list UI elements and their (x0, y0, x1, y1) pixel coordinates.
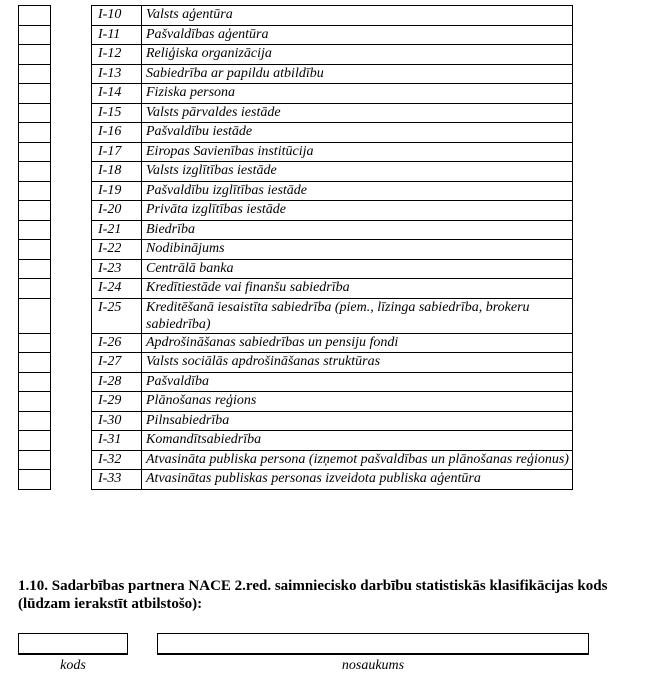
spacer (51, 181, 92, 201)
spacer (51, 6, 92, 26)
code-cell: I-26 (92, 333, 142, 353)
spacer (51, 333, 92, 353)
spacer (51, 392, 92, 412)
code-divider (18, 654, 128, 655)
spacer (51, 411, 92, 431)
code-row (19, 181, 573, 201)
code-cell: I-33 (92, 470, 142, 490)
selection-checkbox[interactable] (19, 431, 51, 451)
code-row (19, 142, 573, 162)
label-cell: Fiziska persona (142, 84, 573, 104)
label-cell: Valsts pārvaldes iestāde (142, 103, 573, 123)
label-cell: Privāta izglītības iestāde (142, 201, 573, 221)
label-cell: Valsts aģentūra (142, 6, 573, 26)
label-cell: Sabiedrība ar papildu atbildību (142, 64, 573, 84)
code-caption: kods (60, 658, 86, 673)
label-cell: Komandītsabiedrība (142, 431, 573, 451)
spacer (51, 431, 92, 451)
spacer (51, 259, 92, 279)
selection-checkbox[interactable] (19, 220, 51, 240)
code-cell: I-17 (92, 142, 142, 162)
label-cell: Apdrošināšanas sabiedrības un pensiju fondi (142, 333, 573, 353)
spacer (51, 372, 92, 392)
code-row (19, 25, 573, 45)
code-row (19, 353, 573, 373)
label-cell: Pilnsabiedrība (142, 411, 573, 431)
code-cell: I-29 (92, 392, 142, 412)
code-row (19, 45, 573, 65)
code-row (19, 450, 573, 470)
code-cell: I-19 (92, 181, 142, 201)
code-row (19, 220, 573, 240)
label-cell: Eiropas Savienības institūcija (142, 142, 573, 162)
label-cell: Biedrība (142, 220, 573, 240)
spacer (51, 470, 92, 490)
nace-code-input[interactable] (18, 633, 128, 654)
code-cell: I-27 (92, 353, 142, 373)
code-row (19, 240, 573, 260)
selection-checkbox[interactable] (19, 372, 51, 392)
selection-checkbox[interactable] (19, 25, 51, 45)
code-cell: I-31 (92, 431, 142, 451)
selection-checkbox[interactable] (19, 240, 51, 260)
label-cell: Atvasināta publiska persona (izņemot pašvaldības un plānošanas reģionus) (142, 450, 573, 470)
code-row (19, 470, 573, 490)
name-caption: nosaukums (341, 658, 405, 673)
label-cell: Pašvaldību izglītības iestāde (142, 181, 573, 201)
code-cell: I-24 (92, 279, 142, 299)
label-cell: Reliģiska organizācija (142, 45, 573, 65)
name-divider (157, 654, 589, 655)
selection-checkbox[interactable] (19, 392, 51, 412)
label-cell: Pašvaldību iestāde (142, 123, 573, 143)
label-cell: Pašvaldība (142, 372, 573, 392)
spacer (51, 142, 92, 162)
code-cell: I-23 (92, 259, 142, 279)
selection-checkbox[interactable] (19, 298, 51, 333)
code-cell: I-22 (92, 240, 142, 260)
spacer (51, 84, 92, 104)
code-cell: I-12 (92, 45, 142, 65)
section-1-10-title: 1.10. Sadarbības partnera NACE 2.red. saimniecisko darbību statistiskās klasifikācijas kods (lūdzam ierakstīt atbilstošo): (18, 578, 608, 612)
code-row (19, 372, 573, 392)
spacer (51, 450, 92, 470)
code-row (19, 411, 573, 431)
code-row (19, 298, 573, 333)
selection-checkbox[interactable] (19, 353, 51, 373)
code-row (19, 392, 573, 412)
spacer (51, 220, 92, 240)
selection-checkbox[interactable] (19, 411, 51, 431)
code-cell: I-28 (92, 372, 142, 392)
code-cell: I-14 (92, 84, 142, 104)
spacer (51, 353, 92, 373)
spacer (51, 45, 92, 65)
code-row (19, 6, 573, 26)
selection-checkbox[interactable] (19, 279, 51, 299)
code-row (19, 64, 573, 84)
label-cell: Kreditēšanā iesaistīta sabiedrība (piem., līzinga sabiedrība, brokeru sabiedrība) (142, 298, 573, 333)
spacer (51, 64, 92, 84)
label-cell: Atvasinātas publiskas personas izveidota publiska aģentūra (142, 470, 573, 490)
selection-checkbox[interactable] (19, 259, 51, 279)
selection-checkbox[interactable] (19, 333, 51, 353)
code-row (19, 279, 573, 299)
selection-checkbox[interactable] (19, 84, 51, 104)
code-cell: I-21 (92, 220, 142, 240)
code-cell: I-25 (92, 298, 142, 333)
label-cell: Centrālā banka (142, 259, 573, 279)
selection-checkbox[interactable] (19, 64, 51, 84)
spacer (51, 298, 92, 333)
spacer (51, 279, 92, 299)
code-cell: I-18 (92, 162, 142, 182)
spacer (51, 162, 92, 182)
code-row (19, 201, 573, 221)
code-cell: I-15 (92, 103, 142, 123)
selection-checkbox[interactable] (19, 123, 51, 143)
label-cell: Plānošanas reģions (142, 392, 573, 412)
code-cell: I-13 (92, 64, 142, 84)
legal-form-codes-table (18, 5, 573, 490)
selection-checkbox[interactable] (19, 6, 51, 26)
spacer (51, 123, 92, 143)
code-cell: I-32 (92, 450, 142, 470)
nace-name-input[interactable] (157, 633, 589, 654)
selection-checkbox[interactable] (19, 201, 51, 221)
label-cell: Pašvaldības aģentūra (142, 25, 573, 45)
code-row (19, 431, 573, 451)
code-cell: I-11 (92, 25, 142, 45)
code-row (19, 103, 573, 123)
selection-checkbox[interactable] (19, 162, 51, 182)
code-row (19, 162, 573, 182)
label-cell: Valsts sociālās apdrošināšanas struktūras (142, 353, 573, 373)
code-row (19, 84, 573, 104)
selection-checkbox[interactable] (19, 450, 51, 470)
label-cell: Valsts izglītības iestāde (142, 162, 573, 182)
code-cell: I-16 (92, 123, 142, 143)
code-row (19, 259, 573, 279)
selection-checkbox[interactable] (19, 142, 51, 162)
spacer (51, 201, 92, 221)
selection-checkbox[interactable] (19, 181, 51, 201)
spacer (51, 240, 92, 260)
code-cell: I-30 (92, 411, 142, 431)
code-row (19, 333, 573, 353)
spacer (51, 103, 92, 123)
code-cell: I-10 (92, 6, 142, 26)
selection-checkbox[interactable] (19, 470, 51, 490)
code-cell: I-20 (92, 201, 142, 221)
spacer (51, 25, 92, 45)
label-cell: Kredītiestāde vai finanšu sabiedrība (142, 279, 573, 299)
selection-checkbox[interactable] (19, 103, 51, 123)
selection-checkbox[interactable] (19, 45, 51, 65)
code-row (19, 123, 573, 143)
label-cell: Nodibinājums (142, 240, 573, 260)
